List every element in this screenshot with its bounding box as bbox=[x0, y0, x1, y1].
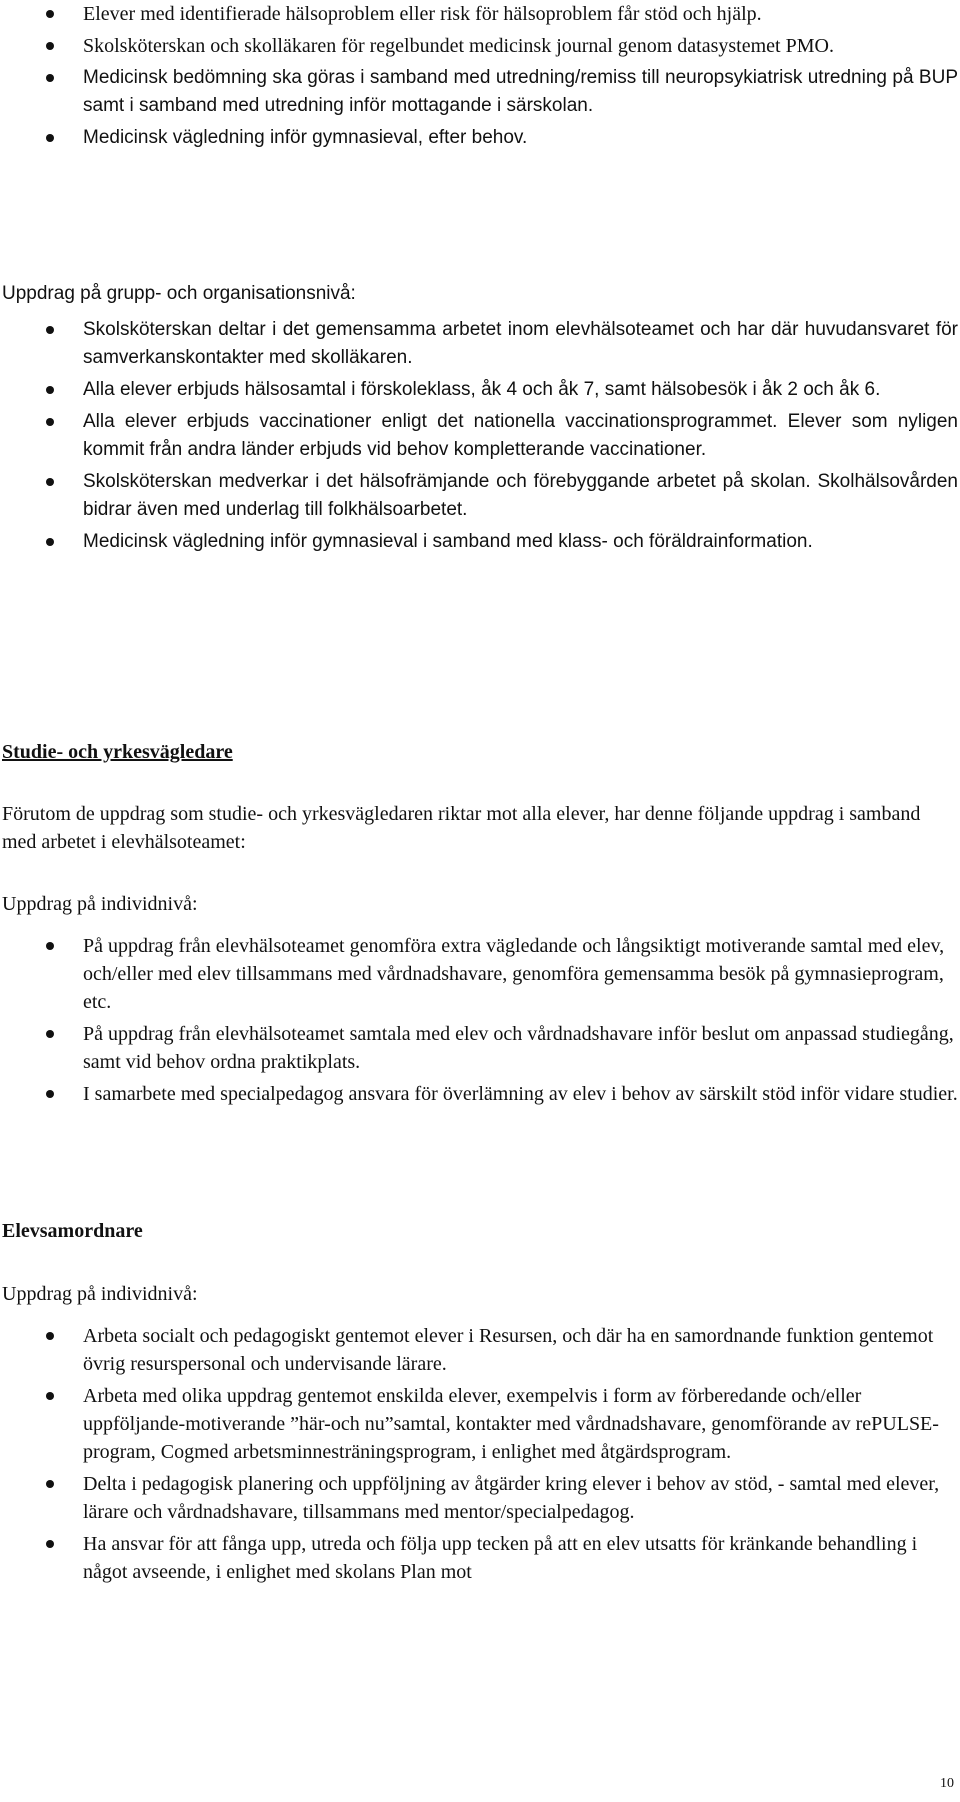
list-item: Medicinsk bedömning ska göras i samband med utredning/remiss till neuropsykiatrisk utredning på BUP samt i samband med utredning inför mottagande i särskolan. bbox=[0, 64, 960, 120]
bullet-icon bbox=[40, 528, 60, 556]
guidance-section bbox=[0, 738, 960, 766]
bullet-icon bbox=[40, 932, 60, 960]
nurse-individual-list bbox=[0, 0, 960, 152]
list-item: Delta i pedagogisk planering och uppföljning av åtgärder kring elever i behov av stöd, - samtal med elever, lärare och vårdnadshavare, tillsammans med mentor/specialpedagog. bbox=[0, 1470, 960, 1526]
list-item: Ha ansvar för att fånga upp, utreda och följa upp tecken på att en elev utsatts för kränkande behandling i något avseende, i enlighet med skolans Plan mot bbox=[0, 1530, 960, 1586]
page-number: 10 bbox=[940, 1776, 954, 1791]
list-item: Alla elever erbjuds vaccinationer enligt det nationella vaccinationsprogrammet. Elever som nyligen kommit från andra länder erbjuds vid behov kompletterande vaccinationer. bbox=[0, 408, 960, 464]
guidance-individual-block bbox=[0, 890, 960, 1108]
bullet-icon bbox=[40, 1080, 60, 1108]
nurse-group-block bbox=[0, 280, 960, 556]
list-item: På uppdrag från elevhälsoteamet genomföra extra vägledande och långsiktigt motiverande samtal med elev, och/eller med elev tillsammans med vårdnadshavare, genomföra gemensamma besök på gymnasieprogram, etc. bbox=[0, 932, 960, 1016]
nurse-group-list bbox=[0, 316, 960, 556]
coordinator-section bbox=[0, 1217, 960, 1245]
coordinator-list bbox=[0, 1322, 960, 1586]
bullet-icon bbox=[40, 1322, 60, 1350]
list-item: Alla elever erbjuds hälsosamtal i förskoleklass, åk 4 och åk 7, samt hälsobesök i åk 2 och åk 6. bbox=[0, 376, 960, 404]
section-heading: Elevsamordnare bbox=[2, 1220, 143, 1242]
bullet-icon bbox=[40, 1382, 60, 1410]
list-item: Elever med identifierade hälsoproblem eller risk för hälsoproblem får stöd och hjälp. bbox=[0, 0, 960, 28]
list-item: Skolsköterskan deltar i det gemensamma arbetet inom elevhälsoteamet och har där huvudansvaret för samverkanskontakter med skolläkaren. bbox=[0, 316, 960, 372]
bullet-icon bbox=[40, 1470, 60, 1498]
bullet-icon bbox=[40, 408, 60, 436]
guidance-list bbox=[0, 932, 960, 1108]
individual-level-heading: Uppdrag på individnivå: bbox=[2, 1283, 198, 1305]
bullet-icon bbox=[40, 1530, 60, 1558]
coordinator-individual-block bbox=[0, 1280, 960, 1586]
bullet-icon bbox=[40, 316, 60, 344]
bullet-icon bbox=[40, 64, 60, 92]
intro-paragraph: Förutom de uppdrag som studie- och yrkesvägledaren riktar mot alla elever, har denne följande uppdrag i samband med arbetet i elevhälsoteamet: bbox=[2, 803, 921, 853]
list-item: Arbeta socialt och pedagogiskt gentemot elever i Resursen, och där ha en samordnande funktion gentemot övrig resurspersonal och undervisande lärare. bbox=[0, 1322, 960, 1378]
section-heading: Studie- och yrkesvägledare bbox=[2, 741, 233, 763]
bullet-icon bbox=[40, 0, 60, 28]
group-level-heading: Uppdrag på grupp- och organisationsnivå: bbox=[2, 283, 356, 304]
guidance-intro-block bbox=[0, 800, 960, 856]
list-item: Arbeta med olika uppdrag gentemot enskilda elever, exempelvis i form av förberedande och/eller uppföljande-motiverande ”här-och nu”samtal, kontakter med vårdnadshavare, genomförande av rePULSE-program, Cogmed arbetsminnesträningsprogram, i enlighet med åtgärdsprogram. bbox=[0, 1382, 960, 1466]
bullet-icon bbox=[40, 1020, 60, 1048]
list-item: I samarbete med specialpedagog ansvara för överlämning av elev i behov av särskilt stöd inför vidare studier. bbox=[0, 1080, 960, 1108]
individual-level-heading: Uppdrag på individnivå: bbox=[2, 893, 198, 915]
list-item: Medicinsk vägledning inför gymnasieval, efter behov. bbox=[0, 124, 960, 152]
list-item: Skolsköterskan medverkar i det hälsofrämjande och förebyggande arbetet på skolan. Skolhälsovården bidrar även med underlag till folkhälsoarbetet. bbox=[0, 468, 960, 524]
bullet-icon bbox=[40, 468, 60, 496]
nurse-individual-block bbox=[0, 0, 960, 152]
list-item: Skolsköterskan och skolläkaren för regelbundet medicinsk journal genom datasystemet PMO. bbox=[0, 32, 960, 60]
bullet-icon bbox=[40, 124, 60, 152]
bullet-icon bbox=[40, 32, 60, 60]
list-item: På uppdrag från elevhälsoteamet samtala med elev och vårdnadshavare inför beslut om anpassad studiegång, samt vid behov ordna praktikplats. bbox=[0, 1020, 960, 1076]
bullet-icon bbox=[40, 376, 60, 404]
list-item: Medicinsk vägledning inför gymnasieval i samband med klass- och föräldrainformation. bbox=[0, 528, 960, 556]
